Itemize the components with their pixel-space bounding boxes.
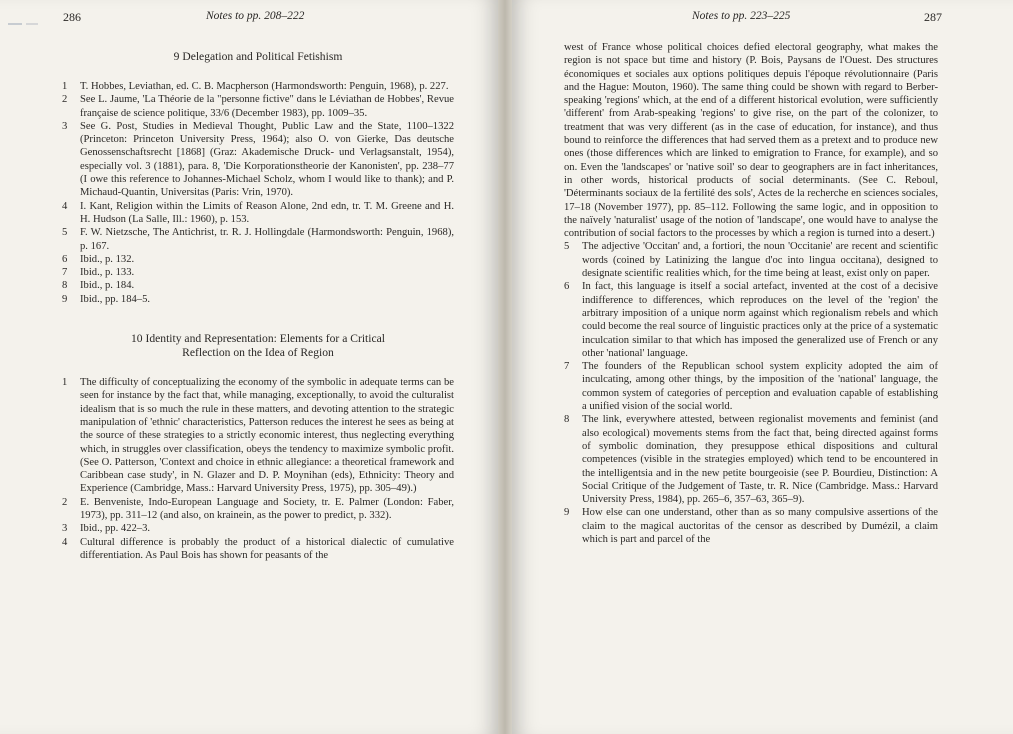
note-item: 5 The adjective 'Occitan' and, a fortiori, the noun 'Occitanie' are recent and scientific words (coined by Latinizing the langue d'oc into lingua occitana), designed to designate scientific realities which, for the time being at least, exist only on paper. bbox=[564, 241, 938, 280]
section-heading-10: 10 Identity and Representation: Elements for a Critical Reflection on the Idea of Region bbox=[130, 332, 386, 360]
note-item: 6 In fact, this language is itself a social artefact, invented at the cost of a decisive indifference to differences, which reproduces on the level of the 'region' the arbitrary imposition of a unique norm against which regionalism rebels and which could become the real source of linguistic practices only at the price of a systematic inculcation similar to that which has imposed the generalized use of French or any other 'national' language. bbox=[564, 281, 938, 359]
print-smudge bbox=[8, 20, 38, 28]
note-item: 3 See G. Post, Studies in Medieval Thought, Public Law and the State, 1100–1322 (Princeton: Princeton University Press, 1964); also O. von Gierke, Das deutsche Genossenschaftsrecht [1868] (Graz: Akademische Druck- und Verlagsanstalt, 1954), especially vol. 3 (1881), para. 8, 'Die Korporationstheorie der Kanonisten', pp. 238–77 (I owe this reference to Johannes-Michael Scholz, whom I would like to thank); and P. Michaud-Quantin, Universitas (Paris: Vrin, 1970). bbox=[62, 120, 454, 199]
note-item: 7 Ibid., p. 133. bbox=[62, 267, 135, 279]
note-item: 6 Ibid., p. 132. bbox=[62, 253, 135, 265]
note-item: 3 Ibid., pp. 422–3. bbox=[62, 523, 151, 535]
book-gutter bbox=[498, 0, 512, 734]
note-item: 2 See L. Jaume, 'La Théorie de la "personne fictive" dans le Léviathan de Hobbes', Revue française de science politique, 33/6 (December 1983), pp. 1009–35. bbox=[62, 94, 454, 119]
section-heading-9: 9 Delegation and Political Fetishism bbox=[173, 50, 343, 63]
note-item: 2 E. Benveniste, Indo-European Language and Society, tr. E. Palmer (London: Faber, 1973), pp. 311–12 (and also, on krainein, as the power to predict, p. 332). bbox=[62, 496, 454, 522]
notes-list-10 bbox=[62, 376, 454, 562]
note-item: 4 Cultural difference is probably the product of a historical dialectic of cumulative differentiation. As Paul Bois has shown for peasants of the bbox=[62, 536, 454, 561]
note-continuation: west of France whose political choices defied electoral geography, what makes the region is not space but time and history (P. Bois, Paysans de l'Ouest. Des structures économiques et sociales aux options politiques depuis l'époque révolutionnaire (Paris and the Hague: Mouton, 1960). The same thing could be shown with regard to Berber-speaking 'regions' which, at the end of a different historical evolution, were sufficiently 'different' from Arab-speaking 'regions' to give rise, on the part of the colonizer, to treatment that was very different (as in the case of education, for instance), and thus bound to reinforce the differences that had served them as a pretext and to produce new ones (those differences which are linked to emigration to France, for example), and so on. Even the 'landscapes' or 'native soil' so dear to geographers are in fact inheritances, in other words, historical products of social determinants. (See C. Reboul, 'Déterminants sociaux de la fertilité des sols', Actes de la recherche en sciences sociales, 17–18 (November 1977), pp. 85–112. Following the same logic, and in opposition to the naïvely 'naturalist' usage of the notion of 'landscape', one would have to analyse the contribution of social factors to the processes by which a region is turned into a desert.) bbox=[564, 42, 938, 240]
left-page bbox=[0, 0, 498, 734]
right-body bbox=[564, 41, 938, 546]
running-head: Notes to pp. 223–225 bbox=[692, 10, 791, 22]
note-item: 5 F. W. Nietzsche, The Antichrist, tr. R. J. Hollingdale (Harmondsworth: Penguin, 1968), p. 167. bbox=[62, 227, 454, 252]
note-item: 9 How else can one understand, other than as so many compulsive assertions of the claim to the magical auctoritas of the censor as described by Dumézil, a claim which is part and parcel of the bbox=[564, 507, 938, 545]
notes-list-9 bbox=[62, 80, 454, 306]
note-item: 8 The link, everywhere attested, between regionalist movements and feminist (and also ecological) movements stems from the fact that, being directed against forms of symbolic domination, they presuppose ethical dispositions and cultural competences (visible in the strategies employed) which tend to be encountered in the intelligentsia and in the new petite bourgeoisie (see P. Bourdieu, Distinction: A Social Critique of the Judgement of Taste, tr. R. Nice (Cambridge. Mass.: Harvard University Press, 1984), pp. 265–6, 357–63, 365–9). bbox=[564, 414, 938, 506]
right-page bbox=[512, 0, 1013, 734]
note-item: 1 The difficulty of conceptualizing the economy of the symbolic in adequate terms can be seen for instance by the fact that, while managing, exceptionally, to avoid the culturalist idealism that is so much the rule in these matters, and devoting attention to the strategic manipulation of 'ethnic' characteristics, Patterson reduces the interest he sees as being at the source of these strategies to a strictly economic interest, thus neglecting everything which, in struggles over classification, obeys the tendency to maximize symbolic profit. (See O. Patterson, 'Context and choice in ethnic allegiance: a theoretical framework and Caribbean case study', in N. Glazer and D. P. Moynihan (eds), Ethnicity: Theory and Experience (Cambridge, Mass.: Harvard University Press, 1975), pp. 305–49).) bbox=[62, 377, 454, 495]
note-item: 7 The founders of the Republican school system explicity adopted the aim of inculcating, among other things, by the imposition of the 'national' language, the common system of categories of perception and evaluation capable of establishing a unified vision of the social world. bbox=[564, 361, 938, 413]
note-item: 8 Ibid., p. 184. bbox=[62, 280, 135, 292]
note-item: 9 Ibid., pp. 184–5. bbox=[62, 293, 151, 305]
note-item: 1 T. Hobbes, Leviathan, ed. C. B. Macpherson (Harmondsworth: Penguin, 1968), p. 227. bbox=[62, 81, 449, 92]
running-head: Notes to pp. 208–222 bbox=[206, 10, 305, 22]
left-body bbox=[62, 50, 454, 562]
page-number: 286 bbox=[63, 10, 81, 24]
page-number: 287 bbox=[924, 10, 942, 24]
note-item: 4 I. Kant, Religion within the Limits of Reason Alone, 2nd edn, tr. T. M. Greene and H. H. Hudson (La Salle, Ill.: 1960), p. 153. bbox=[62, 200, 454, 225]
